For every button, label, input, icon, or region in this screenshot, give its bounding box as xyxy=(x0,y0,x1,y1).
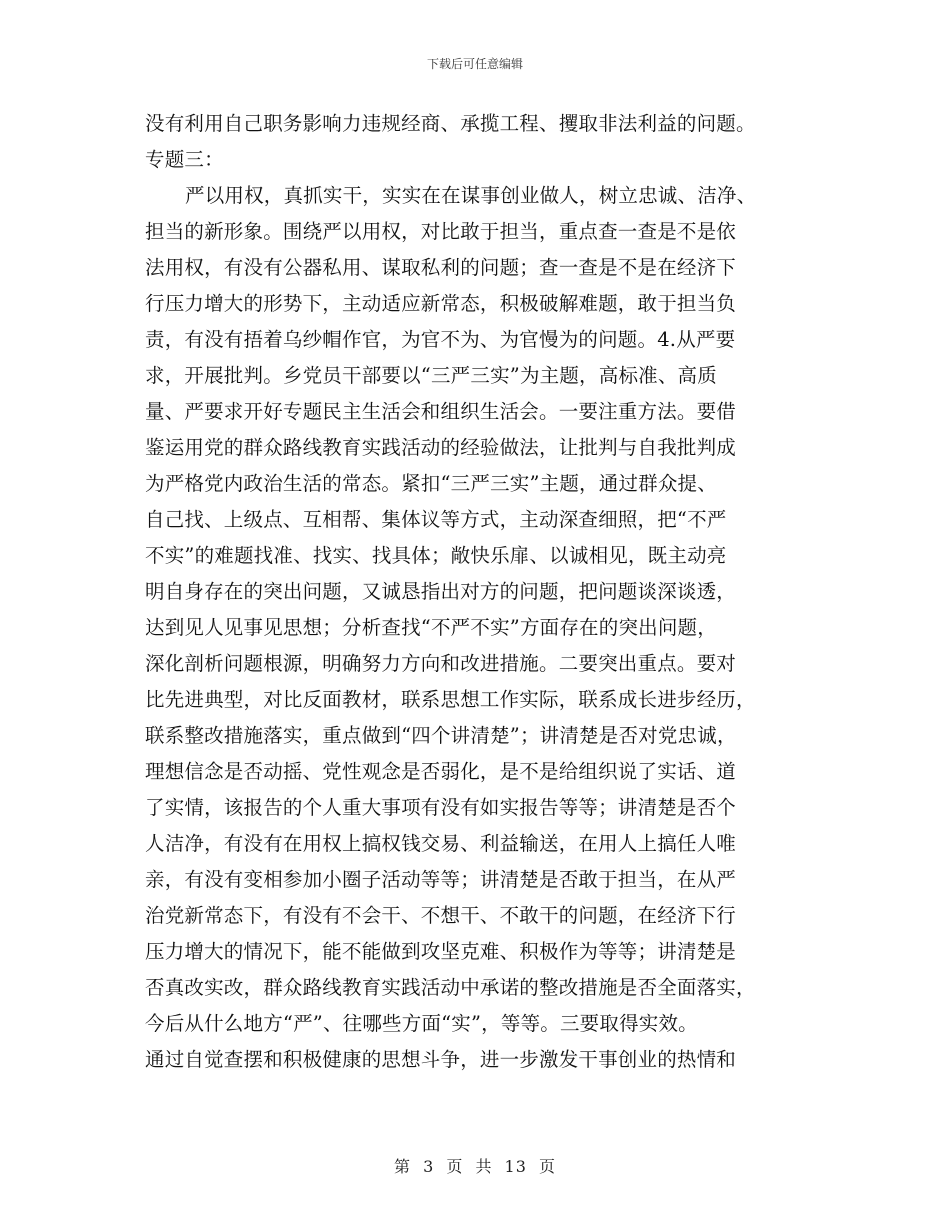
text-line: 鉴运用党的群众路线教育实践活动的经验做法，让批判与自我批判成 xyxy=(145,436,737,459)
section-heading: 专题三： xyxy=(145,148,224,171)
text-line: 亲，有没有变相参加小圈子活动等等；讲清楚是否敢于担当，在从严 xyxy=(145,868,737,891)
text-line: 自己找、上级点、互相帮、集体议等方式，主动深查细照，把“不严 xyxy=(145,508,727,531)
document-body xyxy=(145,106,835,1078)
text-line: 责，有没有捂着乌纱帽作官，为官不为、为官慢为的问题。4.从严要 xyxy=(145,328,736,351)
text-line: 了实情，该报告的个人重大事项有没有如实报告等等；讲清楚是否个 xyxy=(145,796,737,819)
text-line: 理想信念是否动摇、党性观念是否弱化，是不是给组织说了实话、道 xyxy=(145,760,737,783)
text-line: 联系整改措施落实，重点做到“四个讲清楚”；讲清楚是否对党忠诚， xyxy=(145,724,737,747)
text-line: 求，开展批判。乡党员干部要以“三严三实”为主题，高标准、高质 xyxy=(145,364,717,387)
text-line: 法用权，有没有公器私用、谋取私利的问题；查一查是不是在经济下 xyxy=(145,256,737,279)
text-line: 今后从什么地方“严”、往哪些方面“实”，等等。三要取得实效。 xyxy=(145,1012,698,1035)
text-line: 没有利用自己职务影响力违规经商、承揽工程、攫取非法利益的问题。 xyxy=(145,112,756,135)
page-number: 第 3 页 共 13 页 xyxy=(394,1157,556,1176)
text-line: 为严格党内政治生活的常态。紧扣“三严三实”主题，通过群众提、 xyxy=(145,472,717,495)
text-line: 行压力增大的形势下，主动适应新常态，积极破解难题，敢于担当负 xyxy=(145,292,737,315)
text-line: 治党新常态下，有没有不会干、不想干、不敢干的问题，在经济下行 xyxy=(145,904,737,927)
text-line: 压力增大的情况下，能不能做到攻坚克难、积极作为等等；讲清楚是 xyxy=(145,940,737,963)
text-line: 通过自觉查摆和积极健康的思想斗争，进一步激发干事创业的热情和 xyxy=(145,1048,737,1071)
text-line: 比先进典型，对比反面教材，联系思想工作实际，联系成长进步经历， xyxy=(145,688,756,711)
text-line: 严以用权，真抓实干，实实在在谋事创业做人，树立忠诚、洁净、 xyxy=(185,184,757,207)
text-line: 否真改实改，群众路线教育实践活动中承诺的整改措施是否全面落实， xyxy=(145,976,756,999)
text-line: 担当的新形象。围绕严以用权，对比敢于担当，重点查一查是不是依 xyxy=(145,220,737,243)
text-line: 人洁净，有没有在用权上搞权钱交易、利益输送，在用人上搞任人唯 xyxy=(145,832,737,855)
text-line: 不实”的难题找准、找实、找具体；敞快乐扉、以诚相见，既主动亮 xyxy=(145,544,727,567)
text-line: 量、严要求开好专题民主生活会和组织生活会。一要注重方法。要借 xyxy=(145,400,737,423)
text-line: 明自身存在的突出问题，又诚恳指出对方的问题，把问题谈深谈透， xyxy=(145,580,737,603)
text-line: 达到见人见事见思想；分析查找“不严不实”方面存在的突出问题， xyxy=(145,616,717,639)
page-header: 下载后可任意编辑 xyxy=(426,57,523,71)
text-line: 深化剖析问题根源，明确努力方向和改进措施。二要突出重点。要对 xyxy=(145,652,737,675)
